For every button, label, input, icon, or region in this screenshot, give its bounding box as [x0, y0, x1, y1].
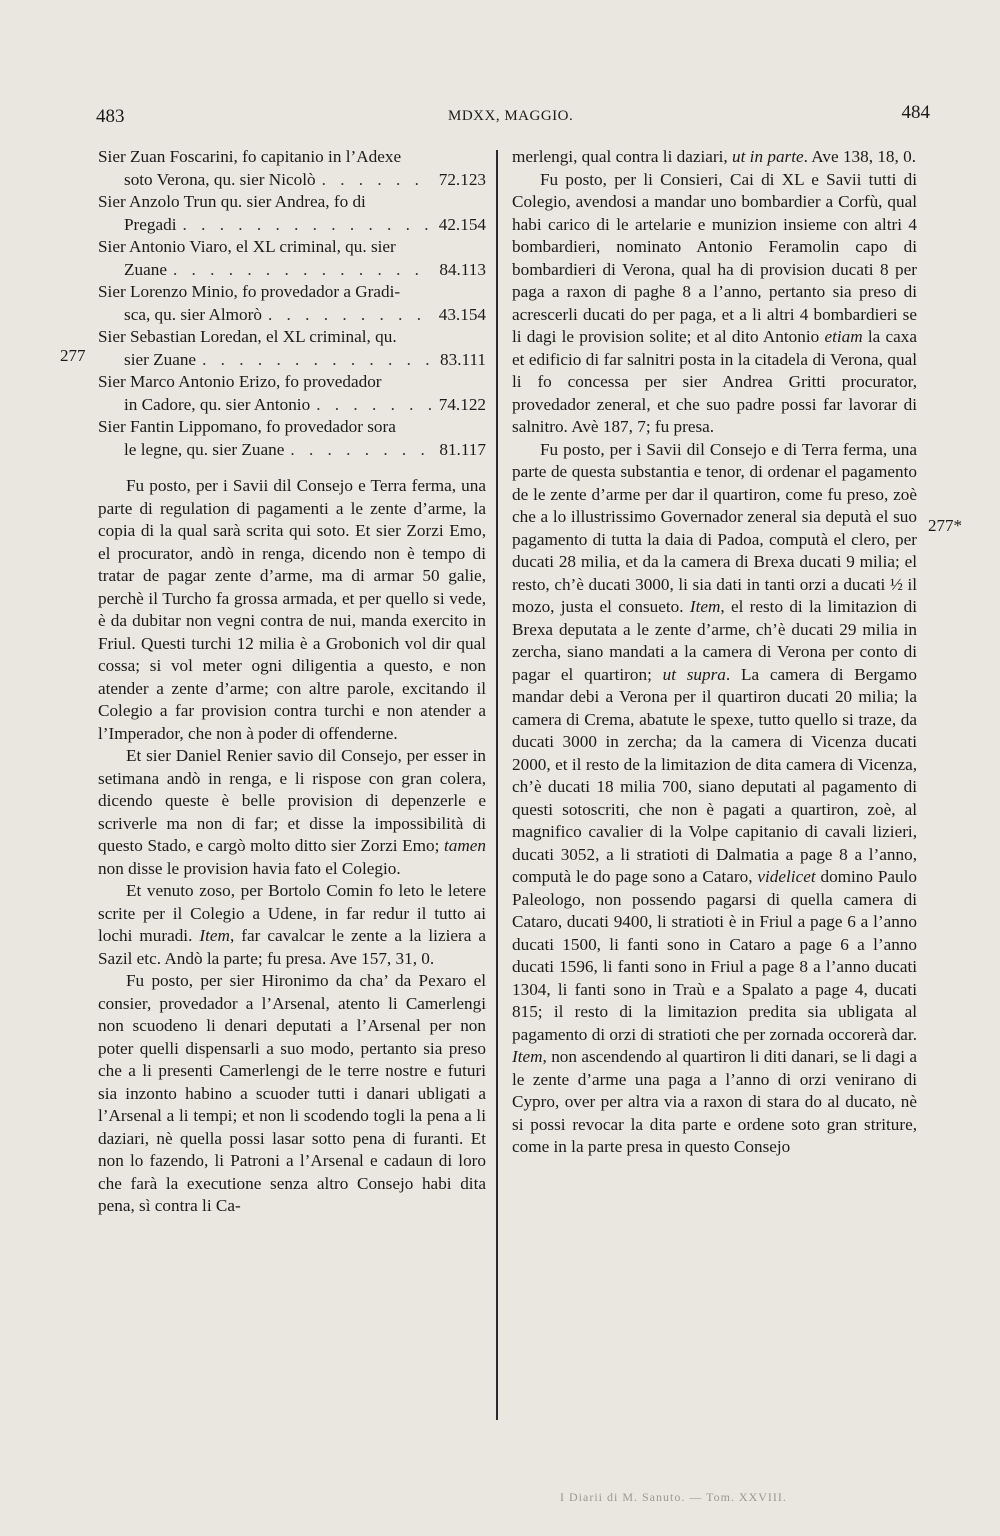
ledger-name-line: Sier Fantin Lippomano, fo provedador sora — [98, 417, 396, 436]
page-number-right: 484 — [901, 102, 930, 123]
left-paragraphs — [98, 475, 486, 1218]
ledger-entry — [98, 326, 486, 371]
ledger-vote-line — [98, 304, 486, 327]
body-paragraph: Fu posto, per i Savii dil Consejo e di Terra ferma, una parte de questa substantia e tenor, di ordenar el pagamento de le zente d’arme per dar il quartiron, come fu preso, zoè che a lo illustrissimo Governador zeneral sia deputà el suo pagamento di tutta la daia di Padoa, computà el clero, per ducati 28 milia, et da la camera di Brexa ducati 9 milia; el resto, ch’è ducati 3000, li sia dati in tanti orzi a ducati ½ il mozo, justa el consueto. Item, el resto di la limitazion di Brexa deputata a le zente d’arme, ch’è ducati 29 milia in zercha, siano mandati a la camera di Verona per conto di pagar el quartiron; ut supra. La camera di Bergamo mandar debi a Verona per il quartiron ducati 20 milia; la camera di Crema, abatute le spexe, tutto quello si traze, da ducati 3000 in zercha; da la camera di Vicenza ducati 2000, et il resto de la limitazion de dita camera di Vicenza, ch’è ducati 18 milia 700, siano deputati al pagamento di questi sotoscriti, che non è pagati a quartiron, zoè, al magnifico cavalier di la Volpe capitanio di cavali lizieri, ducati 3052, a li stratioti di Dalmatia a page 8 a l’anno, computà le do page sono a Cataro, videlicet domino Paulo Paleologo, non possendo pagarsi di quella camera di Cataro, ducati 9400, li stratioti è in Friul a page 6 a l’anno ducati 1500, li fanti sono in Cataro a page 6 a l’anno ducati 1596, li fanti sono in Friul a page 8 a l’anno ducati 1304, li fanti sono in Traù e a Spalato a page 4, ducati 815; il resto di la limitazion predita sia ubligata al pagamento di orzi di stratioti che per zornada occorerà dar. Item, non ascendendo al quartiron li diti danari, se li dagi a le zente d’arme una paga a l’anno di orzi venirano di Cypro, over per altra via a raxon di stara do al ducato, nè si possi revocar la dita parte e ordene soto gran striture, come in la parte presa in questo Consejo — [512, 439, 917, 1156]
ledger-patronymic: le legne, qu. sier Zuane — [124, 439, 285, 459]
ledger-name-line: Sier Antonio Viaro, el XL criminal, qu. sier — [98, 237, 396, 256]
ledger-votes: 42.154 — [438, 214, 486, 234]
ledger-votes: 83.111 — [440, 349, 486, 369]
column-divider — [496, 150, 498, 1420]
ledger-patronymic: soto Verona, qu. sier Nicolò — [124, 169, 316, 189]
margin-note-right: 277* — [928, 516, 962, 535]
ledger-entry — [98, 191, 486, 236]
right-paragraphs — [512, 146, 917, 1159]
dot-leader — [316, 394, 433, 417]
election-ledger — [98, 146, 486, 461]
body-paragraph: Fu posto, per i Savii dil Consejo e Terra ferma, una parte di regulation di pagamenti a le zente d’arme, la copia di la qual sarà scrita qui soto. Et sier Zorzi Emo, el procurator, andò in renga, dicendo non è tempo di tratar de pagar zente d’arme, ma di armar 50 galie, perchè il Turcho fa grossa armada, et per quello si vede, è da dubitar non vegni contra de nui, manda exercito in Friul. Questi turchi 12 milia è a Grobonich vol dir qual cossa; si vol meter ogni diligentia a questo, e non atender a zente d’arme; con altre parole, excitando il Colegio a far provision contra turchi e non atender a l’Imperador, che non à poder di offenderne. — [98, 476, 486, 743]
ledger-votes: 84.113 — [439, 259, 486, 279]
body-paragraph: merlengi, qual contra li daziari, ut in parte. Ave 138, 18, 0. — [512, 147, 916, 166]
ledger-patronymic: Pregadi — [124, 214, 177, 234]
ledger-name-line: Sier Zuan Foscarini, fo capitanio in l’Adexe — [98, 147, 402, 166]
ledger-name-line: Sier Anzolo Trun qu. sier Andrea, fo di — [98, 192, 366, 211]
dot-leader — [173, 259, 433, 282]
ledger-vote-line — [98, 214, 486, 237]
ledger-votes: 43.154 — [438, 304, 486, 324]
body-paragraph: Fu posto, per sier Hironimo da cha’ da Pexaro el consier, provedador a l’Arsenal, atento li Camerlengi non scuodeno li denari deputati a l’Arsenal per non poter quelli dispensarli a suo modo, pertanto sia preso che a li presenti Camerlengi de le terre nostre e futuri sia inzonto habino a scuoder tutti i danari ubligati a l’Arsenal a li tempi; et non li scodendo togli la pena a li daziari, nè quella possi lasar sotto pena di furanti. Et non lo fazendo, li Patroni a l’Arsenal e cadaun di loro che farà la executione senza altro Consejo habi dita pena, sì contra li Ca- — [98, 971, 486, 1215]
ledger-votes: 74.122 — [438, 394, 486, 414]
ledger-patronymic: in Cadore, qu. sier Antonio — [124, 394, 311, 414]
ledger-entry — [98, 416, 486, 461]
ledger-entry — [98, 281, 486, 326]
body-paragraph: Fu posto, per li Consieri, Cai di XL e Savii tutti di Colegio, avendosi a mandar uno bombardier a Corfù, qual habi carico di le artelarie e munizion insieme con altri 4 bombardieri, nominato Antonio Feramolin capo di bombardieri di Verona, qual ha di provision ducati 8 per paga a raxon di paghe 8 a l’anno, pertanto sia preso di acrescerli ducati do per paga, et a li altri 4 bombardieri se li dagi le provision solite; et al dito Antonio etiam la caxa et edificio di far salnitri posta in la citadela di Verona, qual li fo concessa per sier Andrea Gritti procurator, provedador zeneral, et che suo padre possi far lavorar di salnitro. Avè 187, 7; fu presa. — [512, 169, 917, 436]
dot-leader — [268, 304, 433, 327]
dot-leader — [183, 214, 433, 237]
ledger-patronymic: Zuane — [124, 259, 167, 279]
ledger-vote-line — [98, 349, 486, 372]
footer-signature: I Diarii di M. Sanuto. — Tom. XXVIII. — [560, 1490, 787, 1504]
ledger-votes: 72.123 — [438, 169, 486, 189]
ledger-name-line: Sier Lorenzo Minio, fo provedador a Gradi- — [98, 282, 401, 301]
ledger-patronymic: sca, qu. sier Almorò — [124, 304, 262, 324]
ledger-name-line: Sier Marco Antonio Erizo, fo provedador — [98, 372, 382, 391]
left-column — [98, 146, 486, 1218]
ledger-votes: 81.117 — [439, 439, 486, 459]
dot-leader — [202, 349, 434, 372]
ledger-vote-line — [98, 169, 486, 192]
ledger-patronymic: sier Zuane — [124, 349, 197, 369]
page-header — [88, 100, 930, 130]
body-paragraph: Et sier Daniel Renier savio dil Consejo, per esser in setimana andò in renga, e li rispose con gran colera, dicendo queste è belle provision di depenzerle e scriverle ma non di far; et disse la impossibilità di questo Stado, e cargò molto ditto sier Zorzi Emo; tamen non disse le provision havia fato el Colegio. — [98, 746, 486, 878]
ledger-entry — [98, 236, 486, 281]
margin-note-left: 277 — [60, 346, 86, 365]
dot-leader — [290, 439, 433, 462]
ledger-entry — [98, 371, 486, 416]
ledger-entry — [98, 146, 486, 191]
ledger-name-line: Sier Sebastian Loredan, el XL criminal, qu. — [98, 327, 397, 346]
ledger-vote-line — [98, 439, 486, 462]
right-column — [512, 146, 917, 1159]
body-paragraph: Et venuto zoso, per Bortolo Comin fo leto le letere scrite per il Colegio a Udene, in far redur il tutto ai lochi muradi. Item, far cavalcar le zente a la liziera a Sazil etc. Andò la parte; fu presa. Ave 157, 31, 0. — [98, 881, 486, 968]
dot-leader — [322, 169, 433, 192]
running-title: MDXX, MAGGIO. — [448, 108, 574, 124]
ledger-vote-line — [98, 259, 486, 282]
ledger-vote-line — [98, 394, 486, 417]
page-number-left: 483 — [96, 106, 125, 127]
